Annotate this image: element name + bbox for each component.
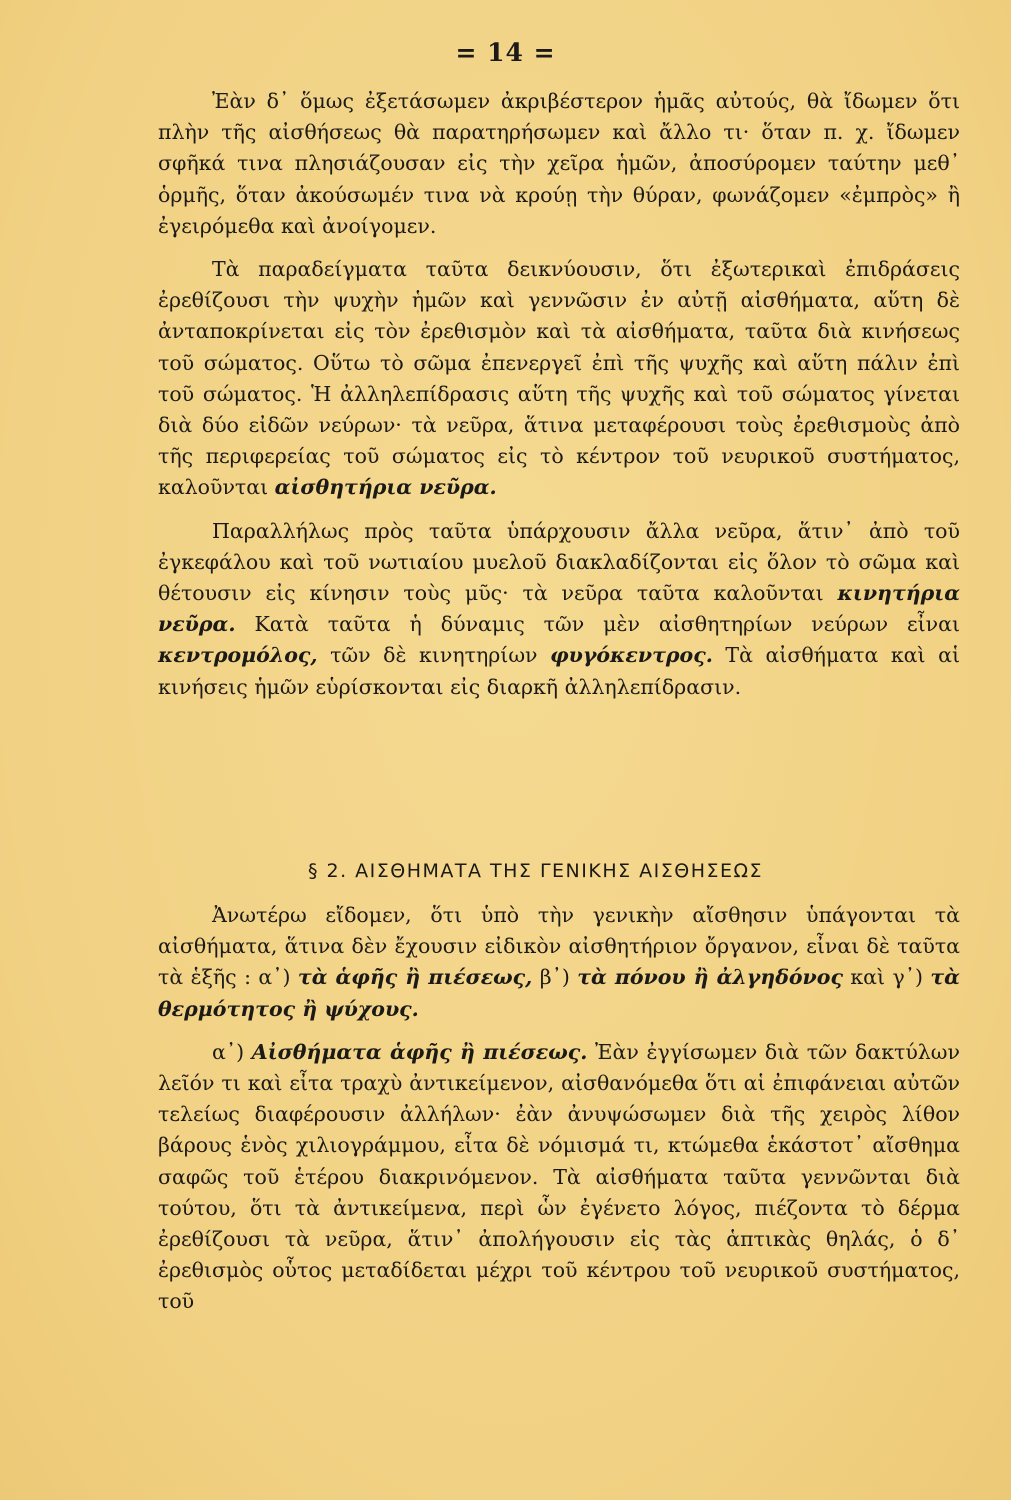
- paragraph-text: Κατὰ ταῦτα ἡ δύναμις τῶν μὲν αἰσθητηρίων νεύρων εἶναι: [254, 612, 960, 637]
- term-motor-nerves: κινητήρια νεῦρα.: [158, 581, 960, 637]
- subheading-touch-pressure: Αἰσθήματα ἁφῆς ἢ πιέσεως.: [251, 1039, 588, 1064]
- paragraph-observation: Ἐὰν δ᾽ ὅμως ἐξετάσωμεν ἀκριβέστερον ἡμᾶς αὐτούς, θὰ ἴδωμεν ὅτι πλὴν τῆς αἰσθήσεως θὰ παρατηρήσωμεν καὶ ἄλλο τι· ὅταν π. χ. ἴδωμεν σφῆκά τινα πλησιάζουσαν εἰς τὴν χεῖρα ἡμῶν, ἀποσύρομεν ταύτην μεθ᾽ ὁρμῆς, ὅταν ἀκούσωμέν τινα νὰ κρούῃ τὴν θύραν, φωνάζομεν «ἐμπρὸς» ἢ ἐγειρόμεθα καὶ ἀνοίγομεν.: [158, 89, 960, 238]
- paragraph-text: β᾽): [539, 965, 570, 990]
- term-temperature: τὰ θερμότητος ἢ ψύχους.: [158, 965, 960, 1021]
- term-sensory-nerves: αἰσθητήρια νεῦρα.: [274, 475, 497, 500]
- paragraph-motor-nerves: [158, 516, 960, 703]
- paragraph-text: καὶ γ᾽): [850, 965, 923, 990]
- paragraph-text: τῶν δὲ κινητηρίων: [330, 643, 538, 668]
- paragraph-text: Τὰ παραδείγματα ταῦτα δεικνύουσιν, ὅτι ἐξωτερικαὶ ἐπιδράσεις ἐρεθίζουσι τὴν ψυχὴν ἡμῶν καὶ γεννῶσιν ἐν αὐτῇ αἰσθήματα, αὕτη δὲ ἀνταποκρίνεται εἰς τὸν ἐρεθισμὸν καὶ τὰ αἰσθήματα, ταῦτα διὰ κινήσεως τοῦ σώματος. Οὕτω τὸ σῶμα ἐπενεργεῖ ἐπὶ τῆς ψυχῆς καὶ αὕτη πάλιν ἐπὶ τοῦ σώματος. Ἡ ἀλληλεπίδρασις αὕτη τῆς ψυχῆς καὶ τοῦ σώματος γίνεται διὰ δύο εἰδῶν νεύρων· τὰ νεῦρα, ἅτινα μεταφέρουσι τοὺς ἐρεθισμοὺς ἀπὸ τῆς περιφερείας τοῦ σώματος εἰς τὸ κέντρον τοῦ νευρικοῦ συστήματος, καλοῦνται: [158, 257, 960, 500]
- term-touch-pressure: τὰ ἁφῆς ἢ πιέσεως,: [297, 965, 533, 990]
- page-number: = 14 =: [455, 38, 556, 67]
- body-text-upper: [158, 86, 960, 703]
- paragraph-text: Ἀνωτέρω εἴδομεν, ὅτι ὑπὸ τὴν γενικὴν αἴσθησιν ὑπάγονται τὰ αἰσθήματα, ἅτινα δὲν ἔχουσιν εἰδικὸν αἰσθητήριον ὄργανον, εἶναι δὲ ταῦτα τὰ ἑξῆς : α᾽): [158, 903, 960, 990]
- paragraph-text: Ἐὰν ἐγγίσωμεν διὰ τῶν δακτύλων λεῖόν τι καὶ εἶτα τραχὺ ἀντικείμενον, αἰσθανόμεθα ὅτι αἱ ἐπιφάνειαι αὐτῶν τελείως διαφέρουσιν ἀλλήλων· ἐὰν ἀνυψώσωμεν διὰ τῆς χειρὸς λίθον βάρους ἑνὸς χιλιογράμμου, εἶτα δὲ νόμισμά τι, κτώμεθα ἑκάστοτ᾽ αἴσθημα σαφῶς τοῦ ἑτέρου διακρινόμενον. Τὰ αἰσθήματα ταῦτα γεννῶνται διὰ τούτου, ὅτι τὰ ἀντικείμενα, περὶ ὧν ἐγένετο λόγος, πιέζοντα τὸ δέρμα ἐρεθίζουσι τὰ νεῦρα, ἅτιν᾽ ἀπολήγουσιν εἰς τὰς ἁπτικὰς θηλάς, ὁ δ᾽ ἐρεθισμὸς οὗτος μεταδίδεται μέχρι τοῦ κέντρου τοῦ νευρικοῦ συστήματος, τοῦ: [158, 1039, 960, 1314]
- term-centripetal: κεντρομόλος,: [158, 643, 318, 668]
- paragraph-text: Παραλλήλως πρὸς ταῦτα ὑπάρχουσιν ἄλλα νεῦρα, ἅτιν᾽ ἀπὸ τοῦ ἐγκεφάλου καὶ τοῦ νωτιαίου μυελοῦ διακλαδίζονται εἰς ὅλον τὸ σῶμα καὶ θέτουσιν εἰς κίνησιν τοὺς μῦς· τὰ νεῦρα ταῦτα καλοῦνται: [158, 518, 960, 606]
- paragraph-text: Τὰ αἰσθήματα καὶ αἱ κινήσεις ἡμῶν εὑρίσκονται εἰς διαρκῆ ἀλληλεπίδρασιν.: [158, 643, 960, 699]
- paragraph-touch-sensations: [158, 1037, 960, 1318]
- term-pain: τὰ πόνου ἢ ἀλγηδόνος: [577, 965, 843, 990]
- term-centrifugal: φυγόκεντρος.: [550, 643, 713, 668]
- section-heading: § 2. ΑΙΣΘΗΜΑΤΑ ΤΗΣ ΓΕΝΙΚΗΣ ΑΙΣΘΗΣΕΩΣ: [307, 860, 764, 882]
- paragraph-text: α᾽): [212, 1039, 245, 1064]
- paragraph-sensory-nerves: [158, 254, 960, 504]
- paragraph-general-sense: [158, 900, 960, 1025]
- body-text-lower: [158, 900, 960, 1318]
